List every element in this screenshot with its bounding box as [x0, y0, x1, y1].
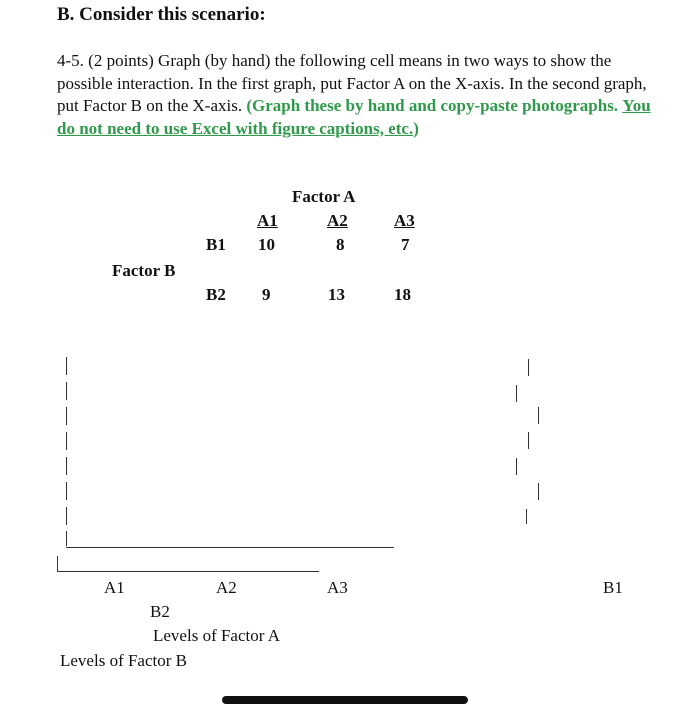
- x-label-a3: A3: [327, 578, 348, 597]
- x-label-a2: A2: [216, 578, 237, 597]
- column-header-a3: A3: [394, 211, 415, 230]
- graph-factor-b-x-axis: [57, 571, 319, 572]
- x-label-b2: B2: [150, 602, 170, 621]
- x-label-a1: A1: [104, 578, 125, 597]
- row-label-b2: B2: [206, 285, 226, 304]
- closing-paren: ): [413, 118, 419, 138]
- green-instruction: (Graph these by hand and copy-paste photographs.: [246, 96, 619, 115]
- column-header-a2: A2: [327, 211, 348, 230]
- question-paragraph: [57, 50, 657, 140]
- cell-b2-a1: 9: [262, 285, 271, 304]
- green-underlined-instruction: You do not need to use Excel with figure captions, etc.: [57, 96, 651, 138]
- cell-b1-a2: 8: [336, 235, 345, 254]
- column-header-a1: A1: [257, 211, 278, 230]
- axis-title-factor-a: Levels of Factor A: [153, 626, 280, 645]
- axis-title-factor-b: Levels of Factor B: [60, 651, 187, 670]
- x-label-b1: B1: [603, 578, 623, 597]
- question-text: 4-5. (2 points) Graph (by hand) the following cell means in two ways to show the possible interaction. In the first graph, put Factor A on the X-axis. In the second graph, put Factor B on the X-axis.: [57, 51, 647, 115]
- graph-factor-b-y-axis: [57, 556, 58, 572]
- row-label-b1: B1: [206, 235, 226, 254]
- graph-factor-a-x-axis: [66, 547, 394, 548]
- cell-b2-a3: 18: [394, 285, 411, 304]
- cell-b1-a3: 7: [401, 235, 410, 254]
- cell-b2-a2: 13: [328, 285, 345, 304]
- home-indicator-bar: [222, 696, 468, 704]
- section-heading: B. Consider this scenario:: [57, 4, 266, 25]
- factor-a-label: Factor A: [292, 187, 356, 206]
- factor-b-label: Factor B: [112, 261, 176, 280]
- cell-b1-a1: 10: [258, 235, 275, 254]
